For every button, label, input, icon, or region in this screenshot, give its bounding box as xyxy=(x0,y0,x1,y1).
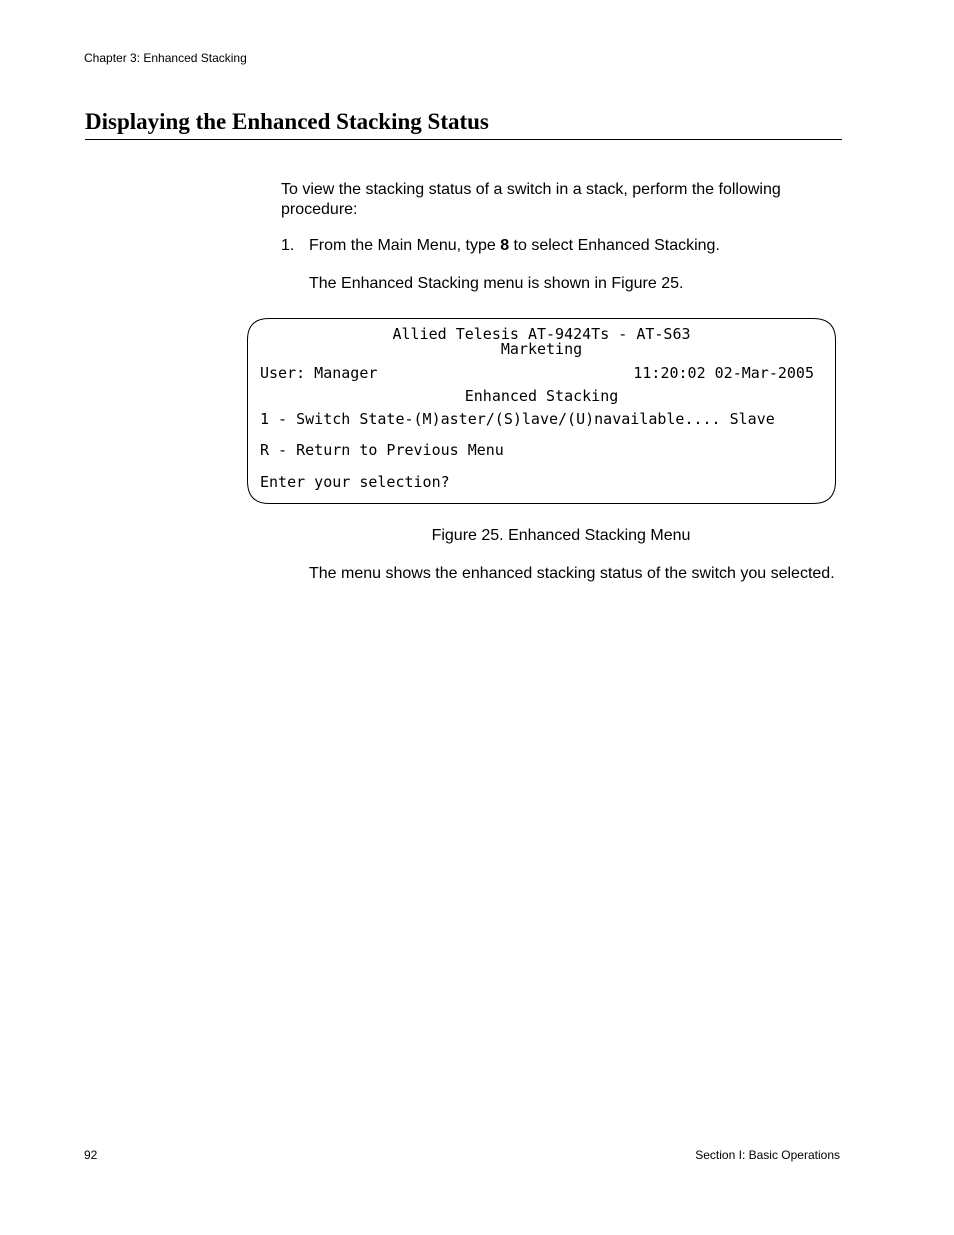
terminal-option-1: 1 - Switch State-(M)aster/(S)lave/(U)navailable.... Slave xyxy=(260,410,775,428)
step-note: The Enhanced Stacking menu is shown in Figure 25. xyxy=(309,275,684,292)
step-1 xyxy=(281,236,841,256)
terminal-option-r: R - Return to Previous Menu xyxy=(260,441,504,459)
terminal-prompt: Enter your selection? xyxy=(260,473,450,491)
figure-caption: Figure 25. Enhanced Stacking Menu xyxy=(431,527,691,544)
terminal-datetime: 11:20:02 02-Mar-2005 xyxy=(633,364,814,382)
step-text-after: to select Enhanced Stacking. xyxy=(509,237,720,254)
result-paragraph: The menu shows the enhanced stacking status of the switch you selected. xyxy=(309,565,835,582)
step-text-before: From the Main Menu, type xyxy=(309,237,501,254)
terminal-subtitle: Marketing xyxy=(500,340,583,358)
running-header: Chapter 3: Enhanced Stacking xyxy=(84,51,247,65)
step-key: 8 xyxy=(500,237,510,254)
step-number: 1. xyxy=(281,237,295,254)
terminal-screen xyxy=(247,318,836,504)
section-title: Displaying the Enhanced Stacking Status xyxy=(85,107,842,140)
terminal-title: Allied Telesis AT-9424Ts - AT-S63 xyxy=(392,325,691,343)
intro-paragraph: To view the stacking status of a switch in a stack, perform the following procedure: xyxy=(281,181,781,218)
page-number: 92 xyxy=(84,1148,98,1162)
terminal-menu-name: Enhanced Stacking xyxy=(464,387,619,405)
terminal-user: User: Manager xyxy=(260,364,378,382)
footer-section: Section I: Basic Operations xyxy=(695,1148,840,1162)
